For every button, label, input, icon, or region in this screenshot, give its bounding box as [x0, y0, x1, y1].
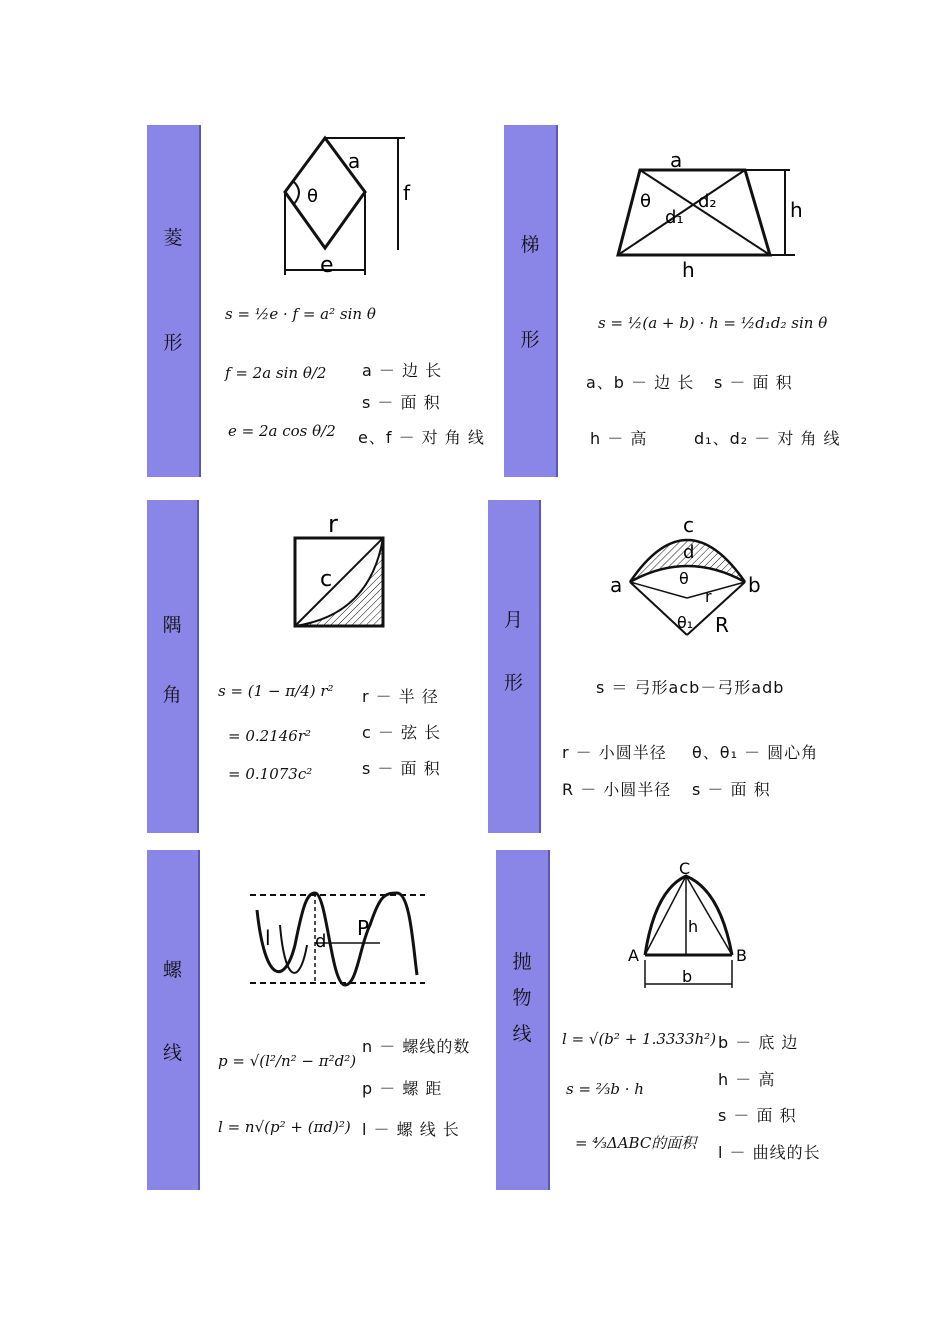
crescent-figure [605, 510, 775, 640]
corner-formula-3: = 0.1073c² [228, 765, 313, 783]
helix-formula-2: l = n√(p² + (πd)²) [218, 1118, 351, 1136]
parabola-legend-3: s － 面 积 [718, 1106, 797, 1125]
corner-figure [290, 510, 390, 630]
parabola-formula-1: l = √(b² + 1.3333h²) [562, 1030, 717, 1048]
trapezoid-label-d1: d₁ [665, 207, 684, 228]
parabola-label-b-point: B [736, 946, 747, 965]
parabola-title-2: 物 [512, 987, 532, 1009]
rhombus-formula-1: s = ½e · f = a² sin θ [225, 305, 376, 323]
rhombus-label-f: f [403, 181, 411, 205]
corner-legend-1: r － 半 径 [362, 687, 439, 706]
crescent-formula-1: s ＝ 弓形acb－弓形adb [596, 678, 785, 697]
rhombus-title-2: 形 [163, 332, 183, 354]
corner-title-2: 角 [162, 684, 182, 706]
parabola-label-a: A [628, 946, 639, 965]
rhombus-figure [280, 130, 410, 280]
corner-side-bar [147, 500, 199, 833]
helix-legend-2: p － 螺 距 [362, 1079, 443, 1098]
rhombus-legend-2: s － 面 积 [362, 393, 441, 412]
parabola-legend-2: h － 高 [718, 1070, 776, 1089]
crescent-legend-3: R － 小圆半径 [562, 780, 672, 799]
crescent-label-a: a [610, 573, 623, 597]
crescent-label-theta1: θ₁ [677, 613, 694, 632]
crescent-label-r: r [705, 587, 712, 606]
trapezoid-label-a: a [670, 148, 683, 172]
crescent-label-d: d [683, 542, 695, 563]
parabola-label-b: b [682, 967, 693, 986]
helix-label-p: P [357, 916, 370, 940]
trapezoid-label-theta: θ [640, 191, 652, 212]
rhombus-label-e: e [320, 253, 334, 278]
trapezoid-formula-1: s = ½(a + b) · h = ½d₁d₂ sin θ [598, 314, 828, 332]
parabola-formula-3: = ⁴⁄₃ΔABC的面积 [575, 1134, 697, 1152]
helix-title-1: 螺 [162, 959, 182, 981]
corner-label-c: c [320, 567, 333, 592]
helix-legend-3: l － 螺 线 长 [362, 1120, 460, 1139]
rhombus-legend-1: a － 边 长 [362, 361, 443, 380]
trapezoid-legend-1: a、b － 边 长 [586, 373, 695, 392]
parabola-legend-4: l － 曲线的长 [718, 1143, 821, 1162]
crescent-title-1: 月 [503, 609, 523, 631]
parabola-label-h: h [688, 917, 699, 936]
helix-legend-1: n － 螺线的数 [362, 1037, 471, 1056]
trapezoid-title-1: 梯 [520, 234, 540, 256]
corner-label-r: r [328, 510, 338, 538]
corner-formula-1: s = (1 − π/4) r² [218, 682, 334, 700]
trapezoid-legend-4: d₁、d₂ － 对 角 线 [694, 429, 841, 448]
crescent-label-b: b [748, 573, 761, 597]
corner-legend-3: s － 面 积 [362, 759, 441, 778]
trapezoid-label-b: h [682, 258, 695, 282]
crescent-title-2: 形 [503, 672, 523, 694]
helix-label-l: l [265, 926, 271, 950]
trapezoid-figure [610, 145, 810, 280]
trapezoid-side-bar [504, 125, 558, 477]
rhombus-formula-3: e = 2a cos θ/2 [228, 422, 336, 440]
crescent-label-c: c [683, 513, 694, 537]
parabola-label-c: C [679, 859, 691, 878]
crescent-label-theta: θ [679, 569, 689, 588]
crescent-side-bar [488, 500, 541, 833]
rhombus-side-bar [147, 125, 201, 477]
parabola-side-bar [496, 850, 550, 1190]
crescent-legend-2: θ、θ₁ － 圆心角 [692, 743, 819, 762]
corner-title-1: 隅 [162, 614, 182, 636]
helix-figure [245, 885, 430, 995]
crescent-label-R: R [715, 613, 729, 637]
rhombus-formula-2: f = 2a sin θ/2 [225, 364, 327, 382]
rhombus-title-1: 菱 [163, 227, 183, 249]
crescent-legend-1: r － 小圆半径 [562, 743, 667, 762]
helix-side-bar [147, 850, 200, 1190]
trapezoid-title-2: 形 [520, 329, 540, 351]
rhombus-label-a: a [348, 149, 361, 173]
parabola-formula-2: s = ⅔b · h [566, 1080, 644, 1098]
parabola-title-1: 抛 [512, 951, 532, 973]
helix-label-d: d [315, 931, 327, 952]
corner-formula-2: = 0.2146r² [228, 727, 312, 745]
helix-formula-1: p = √(l²/n² − π²d²) [218, 1052, 357, 1070]
parabola-figure [620, 860, 755, 995]
corner-legend-2: c － 弦 长 [362, 723, 442, 742]
rhombus-legend-3: e、f － 对 角 线 [358, 428, 485, 447]
parabola-title-3: 线 [512, 1023, 532, 1045]
helix-title-2: 线 [162, 1042, 182, 1064]
trapezoid-legend-2: s － 面 积 [714, 373, 793, 392]
parabola-legend-1: b － 底 边 [718, 1033, 799, 1052]
trapezoid-label-h: h [790, 198, 803, 222]
rhombus-label-theta: θ [307, 186, 319, 207]
trapezoid-label-d2: d₂ [698, 191, 717, 212]
crescent-legend-4: s － 面 积 [692, 780, 771, 799]
trapezoid-legend-3: h － 高 [590, 429, 648, 448]
